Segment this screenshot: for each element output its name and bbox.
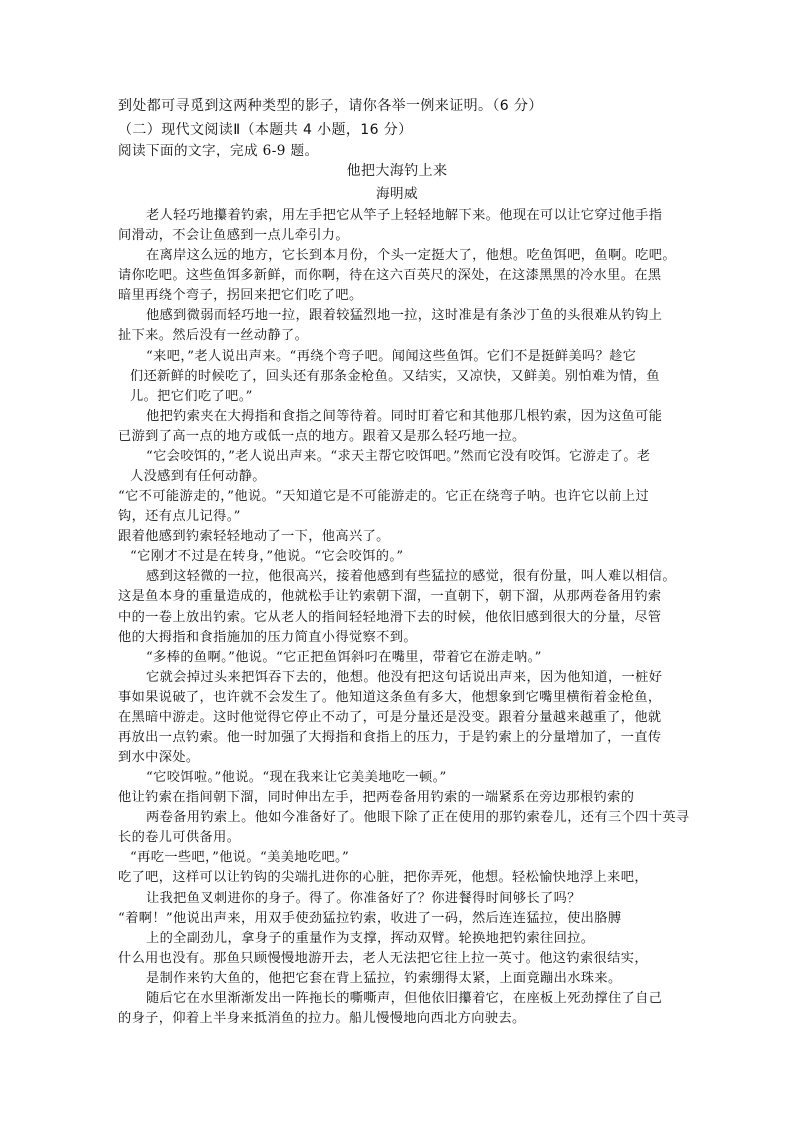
article-line: 他让钓索在指间朝下溜，同时伸出左手，把两卷备用钓索的一端紧系在旁边那根钓索的 [118, 790, 635, 805]
article-line: 中的一卷上放出钓索。它从老人的指间轻轻地滑下去的时候，他依旧感到很大的分量，尽管 [118, 610, 662, 625]
article-line: 扯下来。然后没有一丝动静了。 [118, 328, 309, 343]
previous-question-tail: 到处都可寻觅到这两种类型的影子，请你各举一例来证明。（6 分） [118, 98, 543, 114]
article-line: 已游到了高一点的地方或低一点的地方。跟着又是那么轻巧地一拉。 [118, 429, 526, 444]
section-heading: （二）现代文阅读Ⅱ（本题共 4 小题，16 分） [118, 122, 413, 138]
article-line: “再吃一些吧，”他说。“美美地吃吧。” [130, 850, 350, 865]
article-line: “它咬饵啦。”他说。“现在我来让它美美地吃一顿。” [146, 770, 447, 785]
article-line: 人没感到有任何动静。 [130, 469, 266, 484]
article-line: 让我把鱼叉刺进你的身子。得了。你准备好了？你进餐得时间够长了吗？ [146, 891, 581, 906]
article-line: 它就会掉过头来把饵吞下去的，他想。他没有把这句话说出声来，因为他知道，一桩好 [146, 670, 663, 685]
article-line: “它不可能游走的，”他说。“天知道它是不可能游走的。它正在绕弯子呐。也许它以前上过 [118, 489, 650, 504]
article-line: 间滑动，不会让鱼感到一点儿牵引力。 [118, 228, 349, 243]
article-line: 上的全副劲儿，拿身子的重量作为支撑，挥动双臂。轮换地把钓索往回拉。 [146, 931, 595, 946]
article-line: “它刚才不过是在转身，”他说。“它会咬饵的。” [130, 549, 404, 564]
article-line: 在黑暗中游走。这时他觉得它停止不动了，可是分量还是没变。跟着分量越来越重了，他就 [118, 710, 662, 725]
article-line: 事如果说破了，也许就不会发生了。他知道这条鱼有多大，他想象到它嘴里横衔着金枪鱼， [118, 690, 662, 705]
article-line: 是制作来钓大鱼的，他把它套在背上猛拉，钓索绷得太紧，上面竟蹦出水珠来。 [146, 971, 622, 986]
article-line: 请你吃吧。这些鱼饵多新鲜，而你啊，待在这六百英尺的深处，在这漆黑黑的冷水里。在黑 [118, 268, 662, 283]
article-line: “着啊！”他说出声来，用双手使劲猛拉钓索，收进了一码，然后连连猛拉，使出胳膊 [118, 911, 622, 926]
article-line: 的身子，仰着上半身来抵消鱼的拉力。船儿慢慢地向西北方向驶去。 [118, 1011, 526, 1026]
article-line: 这是鱼本身的重量造成的，他就松手让钓索朝下溜，一直朝下，朝下溜，从那两卷备用钓索 [118, 589, 662, 604]
article-line: 跟着他感到钓索轻轻地动了一下，他高兴了。 [118, 529, 390, 544]
article-line: “来吧，”老人说出声来。“再绕个弯子吧。闻闻这些鱼饵。它们不是挺鲜美吗？趁它 [146, 349, 637, 364]
article-line: 他的大拇指和食指施加的压力简直小得觉察不到。 [118, 630, 417, 645]
article-line: “它会咬饵的，”老人说出声来。“求天主帮它咬饵吧。”然而它没有咬饵。它游走了。老 [146, 449, 651, 464]
article-line: 暗里再绕个弯子，拐回来把它们吃了吧。 [118, 288, 363, 303]
article-line: 他把钓索夹在大拇指和食指之间等待着。同时盯着它和其他那几根钓索，因为这鱼可能 [146, 409, 663, 424]
article-author: 海明威 [376, 186, 418, 202]
article-line: 在离岸这么远的地方，它长到本月份，个头一定挺大了，他想。吃鱼饵吧，鱼啊。吃吧。 [146, 248, 676, 263]
article-line: 什么用也没有。那鱼只顾慢慢地游开去，老人无法把它往上拉一英寸。他这钓索很结实， [118, 951, 648, 966]
article-line: 他感到微弱而轻巧地一拉，跟着较猛烈地一拉，这时准是有条沙丁鱼的头很难从钓钩上 [146, 308, 663, 323]
article-line: 感到这轻微的一拉，他很高兴，接着他感到有些猛拉的感觉，很有份量，叫人难以相信。 [146, 569, 676, 584]
article-line: 钩，还有点儿记得。” [118, 509, 241, 524]
article-line: 们还新鲜的时候吃了，回头还有那条金枪鱼。又结实，又凉快，又鲜美。别怕难为情，鱼 [130, 369, 660, 384]
article-line: 两卷备用钓索上。他如今准备好了。他眼下除了正在使用的那钓索卷儿，还有三个四十英寻 [146, 810, 690, 825]
article-line: 到水中深处。 [118, 750, 200, 765]
article-title: 他把大海钓上来 [346, 163, 448, 179]
article-line: 长的卷儿可供备用。 [118, 830, 241, 845]
article-line: “多棒的鱼啊。”他说。“它正把鱼饵斜叼在嘴里，带着它在游走呐。” [146, 650, 542, 665]
article-line: 随后它在水里渐渐发出一阵拖长的嘶嘶声，但他依旧攥着它，在座板上死劲撑住了自己 [146, 991, 663, 1006]
article-line: 老人轻巧地攥着钓索，用左手把它从竿子上轻轻地解下来。他现在可以让它穿过他手指 [146, 208, 663, 223]
article-line: 吃了吧，这样可以让钓钩的尖端扎进你的心脏，把你弄死，他想。轻松愉快地浮上来吧， [118, 870, 648, 885]
reading-instruction: 阅读下面的文字，完成 6-9 题。 [118, 143, 319, 159]
article-line: 儿。把它们吃了吧。” [130, 389, 253, 404]
article-line: 再放出一点钓索。他一时加强了大拇指和食指上的压力，于是钓索上的分量增加了，一直传 [118, 730, 662, 745]
